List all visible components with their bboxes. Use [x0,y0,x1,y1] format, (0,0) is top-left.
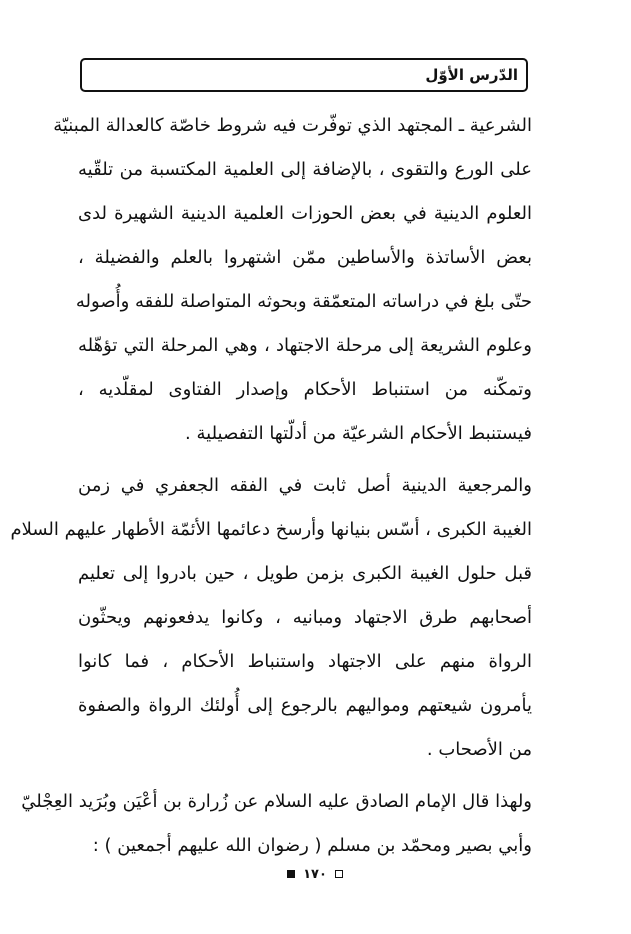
filled-square-icon [287,870,295,878]
empty-square-icon [335,870,343,878]
lesson-title: الدّرس الأوّل [425,66,518,84]
page-number: ١٧٠ [303,866,327,882]
text-line: بعض الأساتذة والأساطين ممّن اشتهروا بالعلم والفضيلة ، [78,247,532,268]
text-line: على الورع والتقوى ، بالإضافة إلى العلمية المكتسبة من تلقّيه [78,159,532,180]
text-line: وأبي بصير ومحمّد بن مسلم ( رضوان الله عليهم أجمعين ) : [92,835,532,856]
text-line: أصحابهم طرق الاجتهاد ومبانيه ، وكانوا يدفعونهم ويحثّون [78,607,532,628]
text-line: من الأصحاب . [426,739,532,760]
text-line: والمرجعية الدينية أصل ثابت في الفقه الجعفري في زمن [78,475,532,496]
page-footer [270,864,360,884]
text-line: ولهذا قال الإمام الصادق عليه السلام عن زُرارة بن أعْيَن وبُرَيد العِجْليّ [21,791,532,812]
text-line: يأمرون شيعتهم ومواليهم بالرجوع إلى أُولئك الرواة والصفوة [78,695,532,716]
text-line: الشرعية ـ المجتهد الذي توفّرت فيه شروط خاصّة كالعدالة المبنيّة [53,115,532,136]
text-line: وعلوم الشريعة إلى مرحلة الاجتهاد ، وهي المرحلة التي تؤهّله [78,335,532,356]
text-line: وتمكّنه من استنباط الأحكام وإصدار الفتاوى لمقلّديه ، [78,379,532,400]
text-line: الغيبة الكبرى ، أسّس بنيانها وأرسخ دعائمها الأئمّة الأطهار عليهم السلام [10,519,532,540]
text-line: العلوم الدينية في بعض الحوزات العلمية الدينية الشهيرة لدى [78,203,532,224]
body-text [10,104,532,868]
text-line: الرواة منهم على الاجتهاد واستنباط الأحكام ، فما كانوا [78,651,532,672]
text-line: فيستنبط الأحكام الشرعيّة من أدلّتها التفصيلية . [185,423,532,444]
text-line: حتّى بلغ في دراساته المتعمّقة وبحوثه المتواصلة للفقه وأُصوله [75,291,532,312]
text-line: قبل حلول الغيبة الكبرى بزمن طويل ، حين بادروا إلى تعليم [78,563,532,584]
